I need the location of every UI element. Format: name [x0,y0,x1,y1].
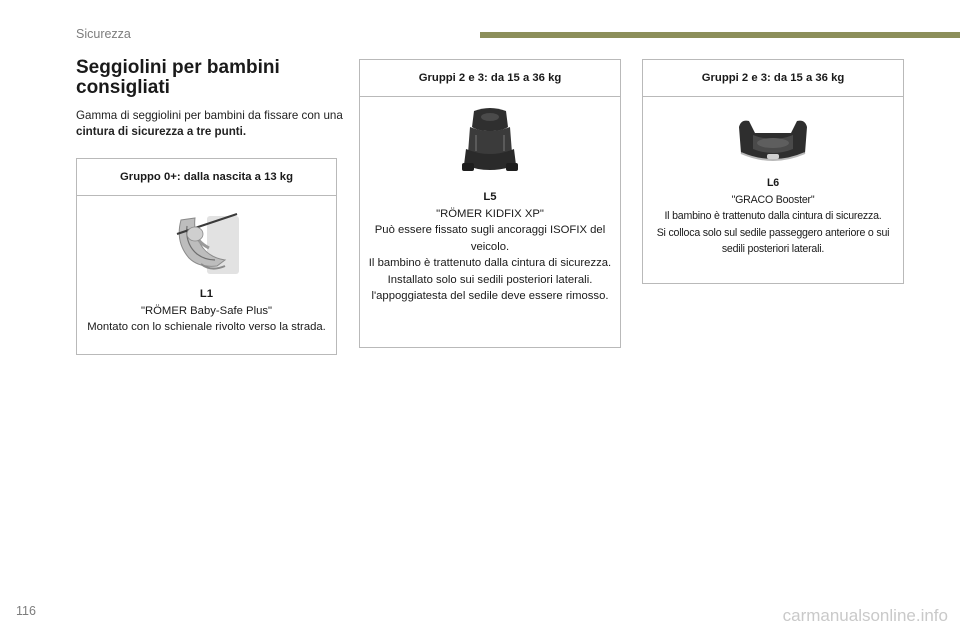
intro-bold-text: cintura di sicurezza a tre punti. [76,125,247,138]
seat-code: L5 [483,191,497,203]
header-accent-bar [480,32,960,38]
card-header: Gruppi 2 e 3: da 15 a 36 kg [360,60,620,97]
seat-description-line: l'appoggiatesta del sedile deve essere rimosso. [371,290,609,302]
seat-description-line: Può essere fissato sugli ancoraggi ISOFIX del veicolo. [374,224,606,253]
seat-model-name: "RÖMER Baby-Safe Plus" [140,304,273,317]
watermark: carmanualsonline.info [782,606,948,625]
child-seat-card-l6 [642,59,904,284]
child-seat-card-l1 [76,158,337,355]
booster-cushion-icon [733,113,813,169]
intro-text: Gamma di seggiolini per bambini da fissare con una [76,109,343,122]
page-title [76,58,346,98]
page-number: 116 [16,604,36,618]
seat-description-line: Montato con lo schienale rivolto verso la strada. [87,321,326,333]
section-label: Sicurezza [76,27,131,41]
seat-description-line: Installato solo sui sedili posteriori laterali. [387,273,593,286]
seat-model-name: "RÖMER KIDFIX XP" [436,207,544,220]
card-body [643,175,903,258]
child-seat-card-l5 [359,59,621,348]
page-title-line-2: consigliati [76,77,170,98]
seat-code: L6 [767,177,779,189]
infant-carrier-seat-icon [171,204,243,276]
seat-model-name: "GRACO Booster" [731,193,815,206]
highback-booster-seat-icon [452,105,528,181]
card-body [77,286,336,336]
seat-code: L1 [199,288,214,300]
card-body [360,189,620,305]
card-header: Gruppo 0+: dalla nascita a 13 kg [77,159,336,196]
seat-description-line: Si colloca solo sul sedile passeggero anteriore o sui sedili posteriori laterali. [656,226,890,255]
seat-description-line: Il bambino è trattenuto dalla cintura di sicurezza. [664,210,882,222]
intro-paragraph [76,108,346,140]
page-title-line-1: Seggiolini per bambini [76,57,280,78]
seat-description-line: Il bambino è trattenuto dalla cintura di sicurezza. [368,257,612,269]
card-header: Gruppi 2 e 3: da 15 a 36 kg [643,60,903,97]
